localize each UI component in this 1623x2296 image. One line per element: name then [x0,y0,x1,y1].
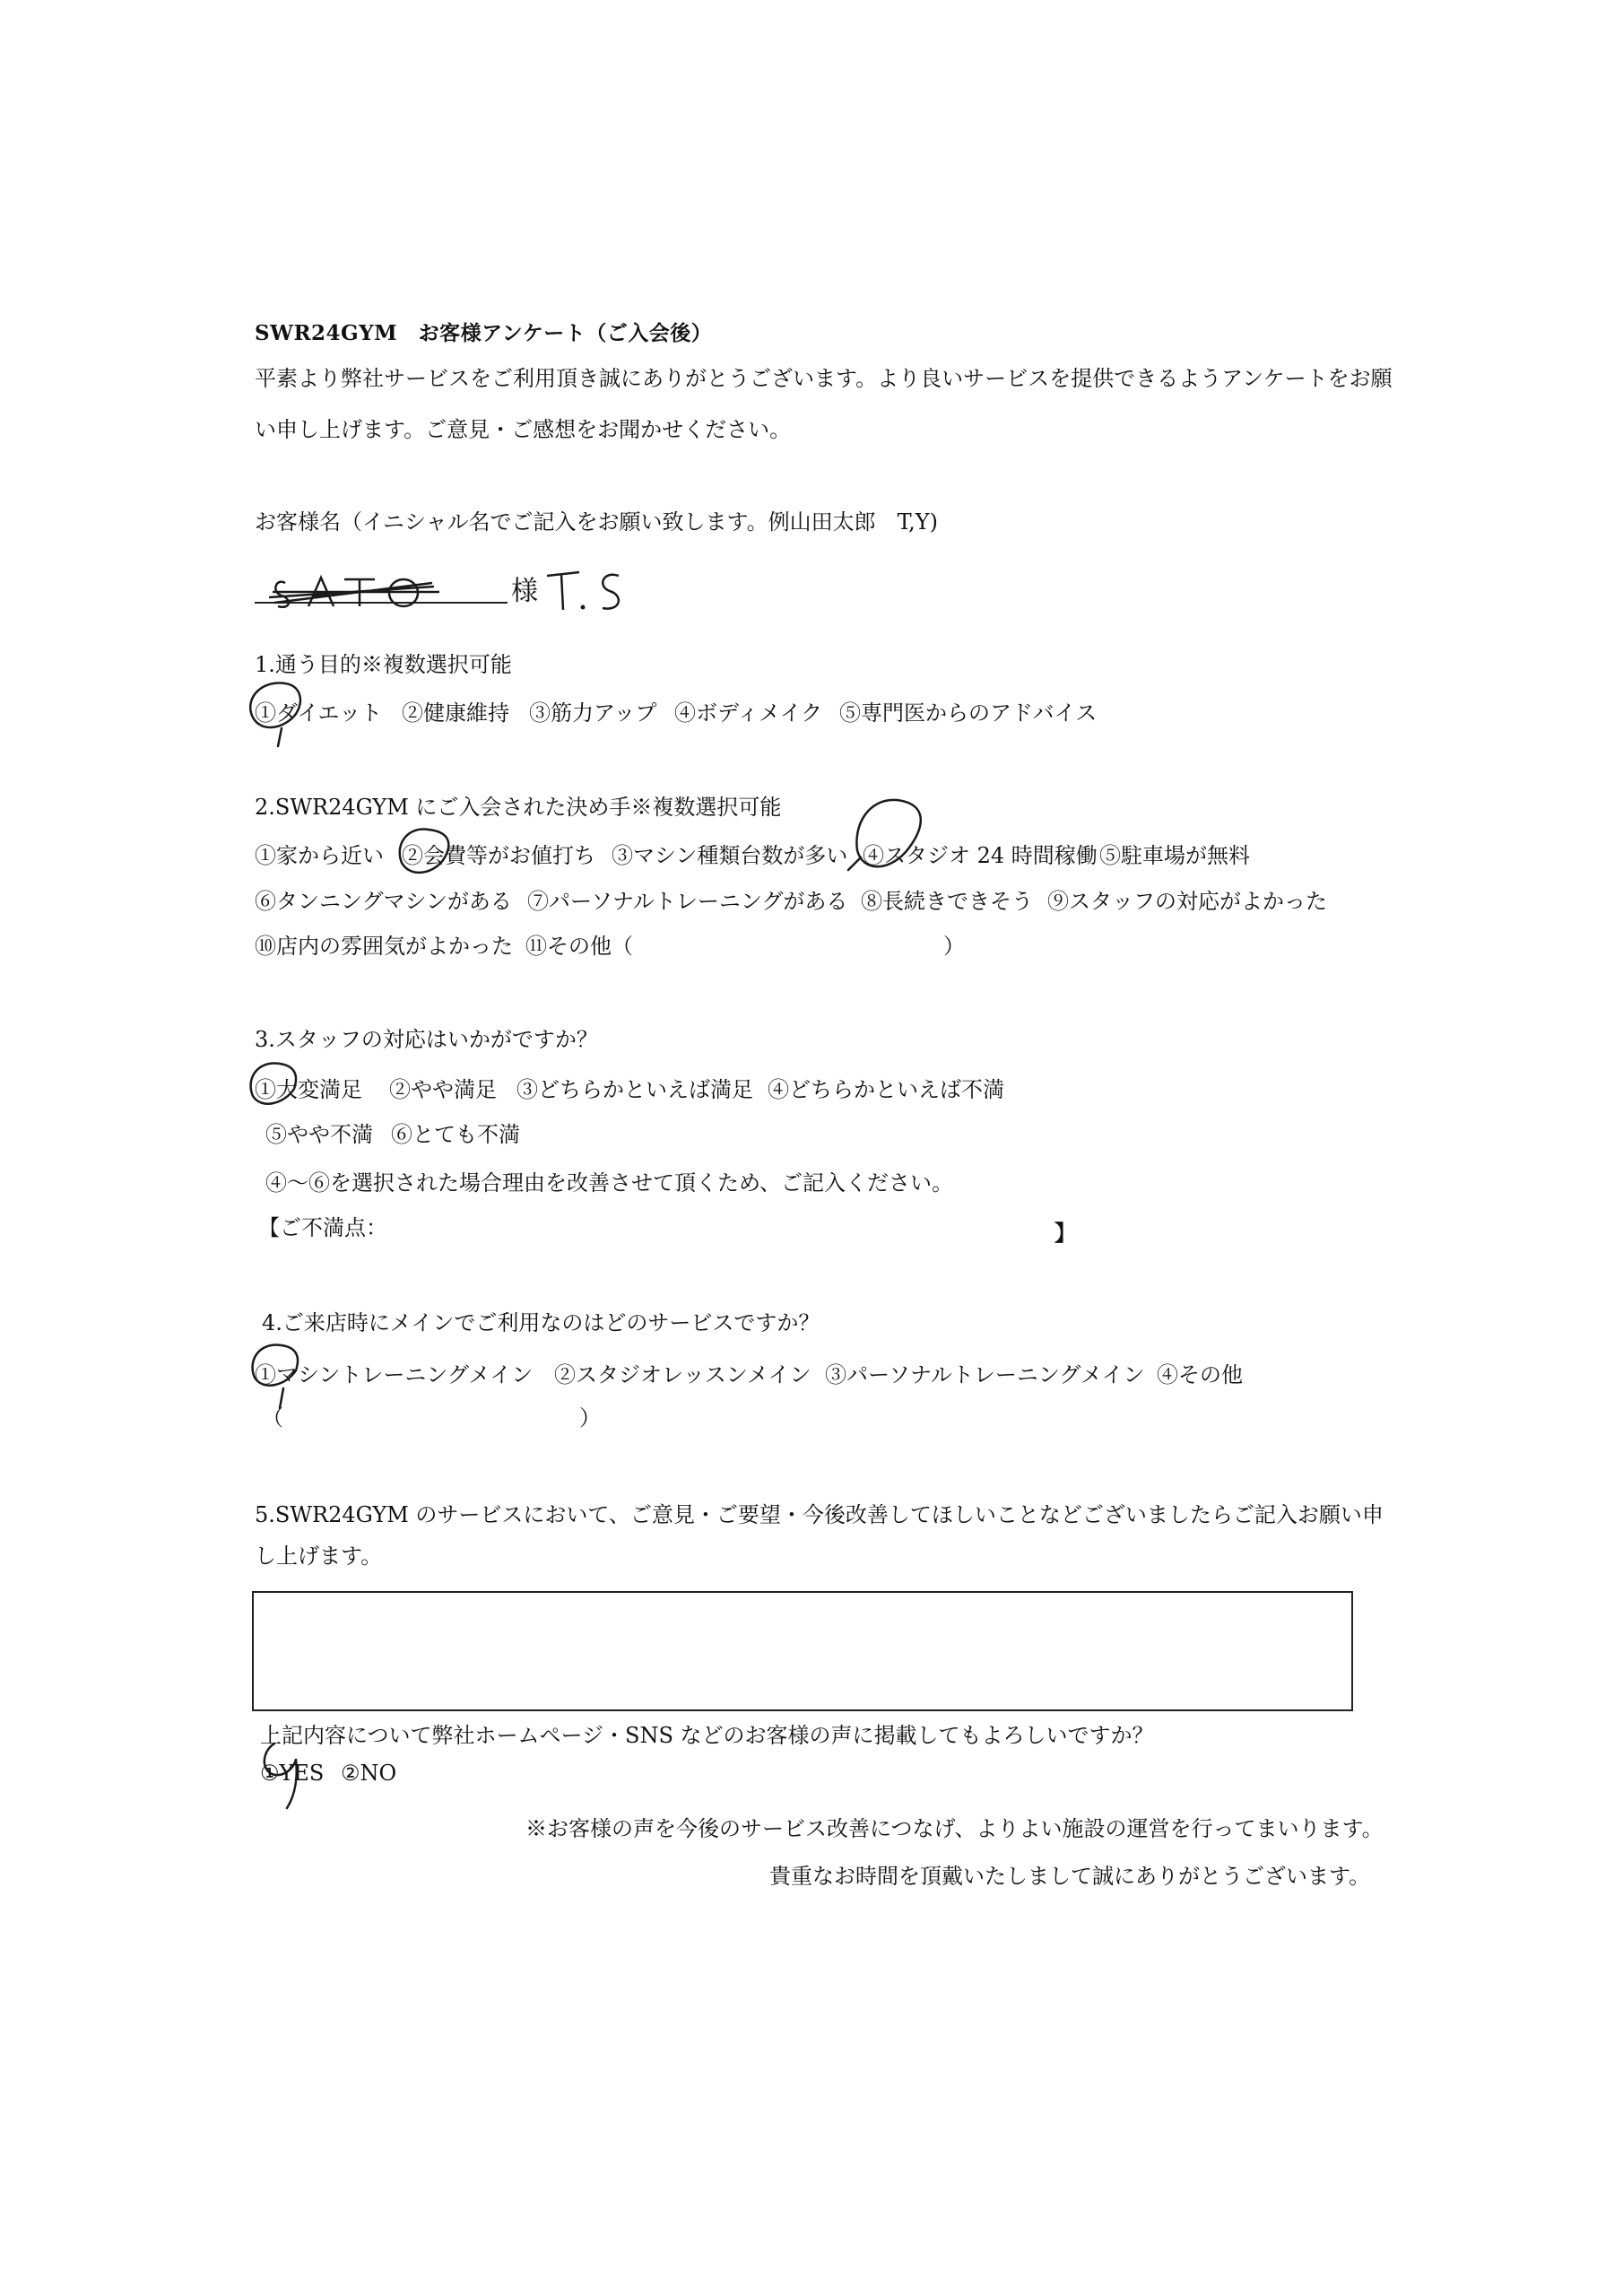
q3-note: ④～⑥を選択された場合理由を改善させて頂くため、ご記入ください。 [265,1170,954,1196]
publish-question: 上記内容について弊社ホームページ・SNS などのお客様の声に掲載してもよろしいですか？ [260,1723,1154,1748]
survey-title: SWR24GYM お客様アンケート（ご入会後） [255,321,713,345]
q3-option-2[interactable]: ②やや満足 [389,1077,497,1102]
honorific-suffix: 様 [511,576,538,607]
q4-option-4[interactable]: ④その他 [1157,1362,1243,1387]
customer-name-label: お客様名（イニシャル名でご記入をお願い致します。例山田太郎 T,Y) [255,509,938,535]
q2-option-3[interactable]: ③マシン種類台数が多い [612,843,848,868]
intro-text-line-2: い申し上げます。ご意見・ご感想をお聞かせください。 [255,417,792,442]
q3-option-3[interactable]: ③どちらかといえば満足 [516,1077,753,1102]
q2-option-9[interactable]: ⑨スタッフの対応がよかった [1047,889,1327,914]
q3-question: 3.スタッフの対応はいかがですか？ [255,1027,598,1052]
complaint-label: 【ご不満点： [258,1215,387,1240]
q1-option-4[interactable]: ④ボディメイク [674,700,823,726]
q2-option-8[interactable]: ⑧長続きできそう [861,889,1033,914]
q1-option-5[interactable]: ⑤専門医からのアドバイス [839,700,1098,726]
q2-option-4[interactable]: ④スタジオ 24 時間稼働 [863,843,1098,868]
q4-question: 4.ご来店時にメインでご利用なのはどのサービスですか？ [262,1310,820,1335]
struck-out-handwritten-name [269,565,448,613]
q1-question: 1.通う目的※複数選択可能 [255,652,512,677]
q2-option-7[interactable]: ⑦パーソナルトレーニングがある [527,889,848,914]
q2-option-6[interactable]: ⑥タンニングマシンがある [255,889,512,914]
q4-option-3[interactable]: ③パーソナルトレーニングメイン [825,1362,1145,1387]
publish-option-no[interactable]: ②NO [341,1761,397,1786]
q5-answer-box[interactable] [252,1591,1353,1711]
q2-option-1[interactable]: ①家から近い [255,843,384,868]
q3-option-6[interactable]: ⑥とても不満 [391,1122,520,1147]
handwritten-initials [543,567,633,619]
q4-other-open-paren: （ [262,1405,283,1431]
q1-option-1[interactable]: ①ダイエット [255,700,383,726]
q5-question-line-1: 5.SWR24GYM のサービスにおいて、ご意見・ご要望・今後改善してほしいことなどございましたらご記入お願い申 [255,1502,1384,1527]
q2-other-close-paren: ） [943,934,965,959]
q4-option-1[interactable]: ①マシントレーニングメイン [255,1362,534,1387]
q3-option-5[interactable]: ⑤やや不満 [265,1122,373,1147]
q2-question: 2.SWR24GYM にご入会された決め手※複数選択可能 [255,795,782,820]
complaint-close-bracket: 】 [1055,1220,1076,1246]
q2-option-10[interactable]: ⑩店内の雰囲気がよかった [255,934,513,959]
q2-option-11[interactable]: ⑪その他（ [525,934,633,959]
q4-option-2[interactable]: ②スタジオレッスンメイン [554,1362,812,1387]
publish-option-yes[interactable]: ①YES [260,1761,325,1786]
footer-closing-thanks: 貴重なお時間を頂戴いたしまして誠にありがとうございます。 [769,1864,1371,1889]
footer-line-1: ※お客様の声を今後のサービス改善につなげ、よりよい施設の運営を行ってまいります。 [525,1816,1384,1841]
q5-question-line-2: し上げます。 [255,1544,383,1569]
intro-text-line-1: 平素より弊社サービスをご利用頂き誠にありがとうございます。より良いサービスを提供できるようアンケートをお願 [255,366,1393,391]
q1-option-2[interactable]: ②健康維持 [402,700,509,726]
q2-option-5[interactable]: ⑤駐車場が無料 [1099,843,1250,868]
q2-option-2[interactable]: ②会費等がお値打ち [402,843,595,868]
q3-option-4[interactable]: ④どちらかといえば不満 [768,1077,1004,1102]
q3-option-1[interactable]: ①大変満足 [255,1077,362,1102]
q4-other-close-paren: ） [579,1405,601,1431]
q1-option-3[interactable]: ③筋力アップ [529,700,657,726]
